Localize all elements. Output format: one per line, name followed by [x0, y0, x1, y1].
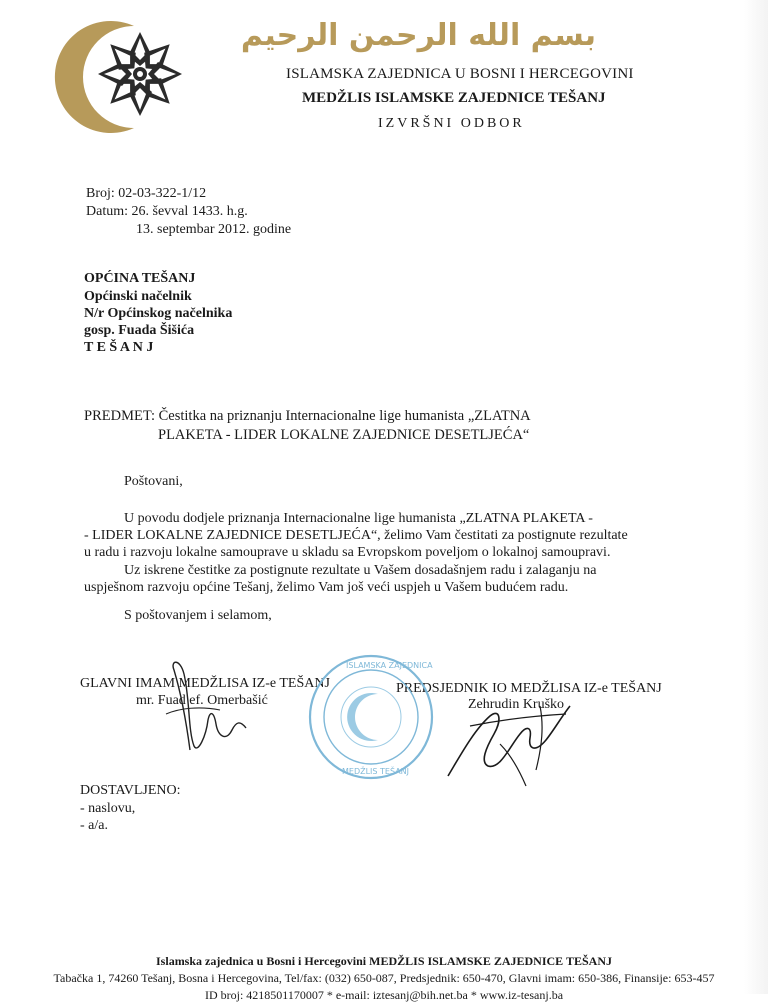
svg-text:ISLAMSKA ZAJEDNICA: ISLAMSKA ZAJEDNICA — [346, 661, 433, 670]
org-name-line1: ISLAMSKA ZAJEDNICA U BOSNI I HERCEGOVINI — [286, 66, 634, 82]
distribution-item-1: - naslovu, — [80, 801, 136, 816]
org-name-line3: IZVRŠNI ODBOR — [378, 116, 525, 131]
org-name-line2: MEDŽLIS ISLAMSKE ZAJEDNICE TEŠANJ — [302, 90, 606, 106]
reference-number: Broj: 02-03-322-1/12 — [86, 186, 207, 201]
closing: S poštovanjem i selamom, — [124, 608, 272, 623]
recipient-line2: Općinski načelnik — [84, 289, 192, 304]
footer-contact-line: Tabačka 1, 74260 Tešanj, Bosna i Hercegovina, Tel/fax: (032) 650-087, Predsjednik: 650-470, Glavni imam: 650-386, Finansije: 653-457 — [53, 971, 715, 985]
left-signatory-title: GLAVNI IMAM MEDŽLISA IZ-e TEŠANJ — [80, 676, 330, 691]
date-gregorian: 13. septembar 2012. godine — [136, 222, 292, 237]
footer-id-line: ID broj: 4218501170007 * e-mail: iztesanj@bih.net.ba * www.iz-tesanj.ba — [204, 988, 564, 1002]
paragraph2-line1: Uz iskrene čestitke za postignute rezultate u Vašem dosadašnjem radu i zalaganju na — [124, 563, 597, 578]
recipient-line3: N/r Općinskog načelnika — [84, 306, 233, 321]
page-edge — [744, 0, 768, 994]
paragraph2-line2: uspješnom razvoju općine Tešanj, želimo Vam još veći uspjeh u Vašem budućem radu. — [84, 580, 569, 595]
right-signature-image — [440, 686, 580, 790]
greeting: Poštovani, — [124, 474, 183, 489]
paragraph1-line1: U povodu dodjele priznanja Internacionalne lige humanista „ZLATNA PLAKETA - — [124, 511, 593, 526]
recipient-city: T E Š A N J — [84, 340, 154, 355]
recipient-line1: OPĆINA TEŠANJ — [84, 271, 196, 286]
footer-org-line: Islamska zajednica u Bosni i Hercegovini MEDŽLIS ISLAMSKE ZAJEDNICE TEŠANJ — [156, 954, 612, 968]
date-hijri: Datum: 26. ševval 1433. h.g. — [86, 204, 248, 219]
svg-text:MEDŽLIS TEŠANJ: MEDŽLIS TEŠANJ — [342, 767, 410, 776]
left-signature-image — [150, 650, 260, 760]
official-stamp-seal — [306, 652, 436, 782]
distribution-heading: DOSTAVLJENO: — [80, 783, 181, 798]
paragraph1-line2: - LIDER LOKALNE ZAJEDNICE DESETLJEĆA“, želimo Vam čestitati za postignute rezultate — [84, 528, 628, 543]
distribution-item-2: - a/a. — [80, 818, 108, 833]
ornament-logo-icon — [96, 30, 184, 118]
recipient-line4: gosp. Fuada Šišića — [84, 323, 195, 338]
arabic-basmala: بسم الله الرحمن الرحيم — [240, 18, 596, 53]
right-signatory-name: Zehrudin Kruško — [468, 697, 565, 712]
subject-line1: PREDMET: Čestitka na priznanju Internacionalne lige humanista „ZLATNA — [84, 408, 531, 424]
paragraph1-line3: u radu i razvoju lokalne samouprave u skladu sa Evropskom poveljom o lokalnoj samoupravi. — [84, 545, 611, 560]
subject-line2: PLAKETA - LIDER LOKALNE ZAJEDNICE DESETLJEĆA“ — [158, 427, 530, 443]
left-signatory-name: mr. Fuad ef. Omerbašić — [136, 693, 268, 708]
right-signatory-title: PREDSJEDNIK IO MEDŽLISA IZ-e TEŠANJ — [396, 681, 662, 696]
